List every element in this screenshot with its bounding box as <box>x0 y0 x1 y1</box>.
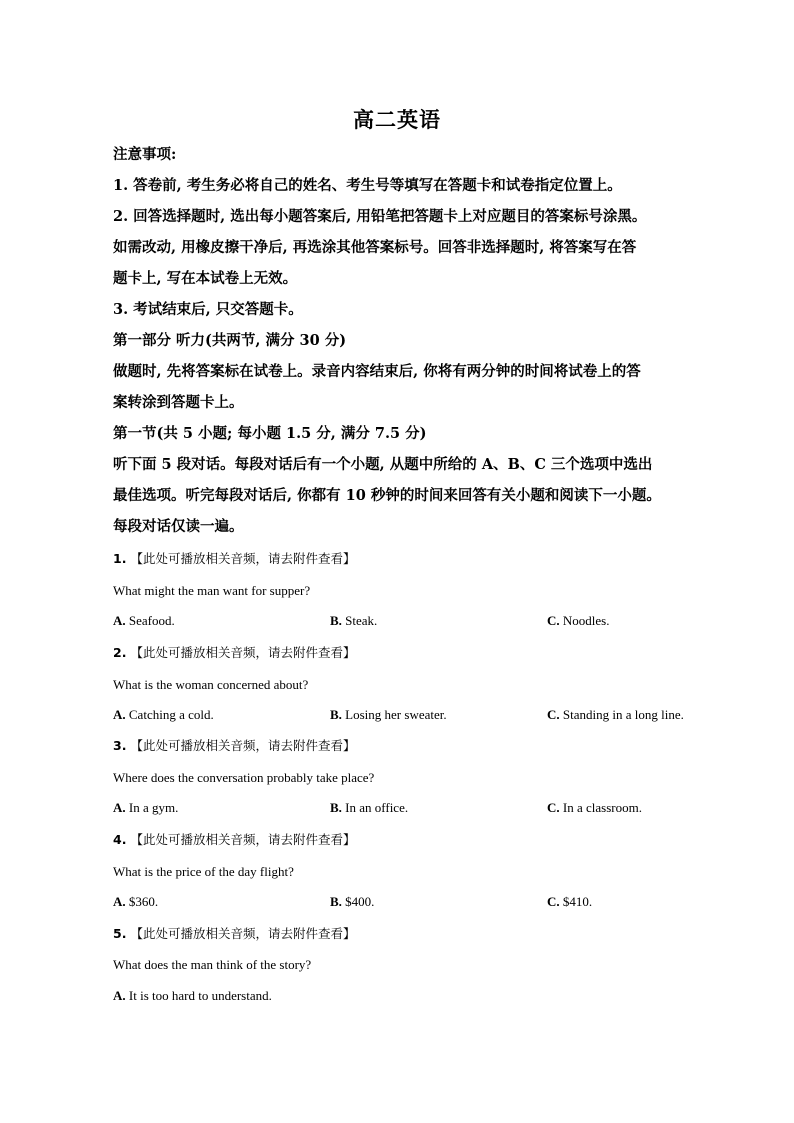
question-number: 4. <box>113 832 127 847</box>
option-letter: C. <box>547 894 560 909</box>
question-number: 1. <box>113 551 127 566</box>
option-text: Losing her sweater. <box>345 707 447 722</box>
part1-instruction-1: 做题时, 先将答案标在试卷上。录音内容结束后, 你将有两分钟的时间将试卷上的答 <box>113 363 641 380</box>
question-3-option-b <box>330 800 408 816</box>
option-text: Seafood. <box>128 613 175 628</box>
notice-line-2: 2. 回答选择题时, 选出每小题答案后, 用铅笔把答题卡上对应题目的答案标号涂黑。 <box>113 208 647 225</box>
question-3-option-c <box>547 800 642 816</box>
question-1-option-b <box>330 613 377 629</box>
option-text: $400. <box>345 894 375 909</box>
option-text: Standing in a long line. <box>562 707 684 722</box>
notice-line-5: 3. 考试结束后, 只交答题卡。 <box>113 301 303 318</box>
notice-line-4: 题卡上, 写在本试卷上无效。 <box>113 270 298 287</box>
question-4-option-a <box>113 894 158 910</box>
question-3-option-a <box>113 800 178 816</box>
question-3-text: Where does the conversation probably take place? <box>113 770 375 785</box>
audio-note[interactable]: 【此处可播放相关音频，请去附件查看】 <box>130 645 356 660</box>
option-text: Noodles. <box>562 613 610 628</box>
notice-line-1: 1. 答卷前, 考生务必将自己的姓名、考生号等填写在答题卡和试卷指定位置上。 <box>113 177 622 194</box>
section1-instruction-3: 每段对话仅读一遍。 <box>113 518 244 535</box>
question-4-option-c <box>547 894 592 910</box>
option-letter: B. <box>330 894 342 909</box>
question-number: 5. <box>113 926 127 941</box>
question-4-option-b <box>330 894 374 910</box>
option-letter: C. <box>547 707 560 722</box>
section1-instruction-2: 最佳选项。听完每段对话后, 你都有 10 秒钟的时间来回答有关小题和阅读下一小题。 <box>113 487 661 504</box>
option-letter: A. <box>113 894 126 909</box>
option-text: In a classroom. <box>562 800 642 815</box>
audio-note[interactable]: 【此处可播放相关音频，请去附件查看】 <box>130 832 356 847</box>
option-letter: A. <box>113 988 126 1003</box>
option-letter: C. <box>547 800 560 815</box>
page-title: 高二英语 <box>353 107 441 132</box>
option-text: In an office. <box>345 800 409 815</box>
notice-heading: 注意事项: <box>113 146 177 163</box>
option-text: Catching a cold. <box>128 707 214 722</box>
question-1-option-a <box>113 613 175 629</box>
question-2-option-c <box>547 707 684 723</box>
question-1-option-c <box>547 613 609 629</box>
audio-note[interactable]: 【此处可播放相关音频，请去附件查看】 <box>130 738 356 753</box>
option-letter: B. <box>330 800 342 815</box>
question-5-text: What does the man think of the story? <box>113 957 312 972</box>
question-1-text: What might the man want for supper? <box>113 583 311 598</box>
question-number: 2. <box>113 645 127 660</box>
section1-heading: 第一节(共 5 小题; 每小题 1.5 分, 满分 7.5 分) <box>113 425 427 442</box>
audio-note[interactable]: 【此处可播放相关音频，请去附件查看】 <box>130 551 356 566</box>
option-letter: A. <box>113 800 126 815</box>
option-letter: B. <box>330 613 342 628</box>
question-3-header <box>113 738 355 754</box>
question-4-text: What is the price of the day flight? <box>113 864 294 879</box>
question-5-header <box>113 926 355 942</box>
part1-heading: 第一部分 听力(共两节, 满分 30 分) <box>113 332 347 349</box>
question-2-text: What is the woman concerned about? <box>113 677 309 692</box>
option-text: $410. <box>562 894 593 909</box>
option-letter: A. <box>113 707 126 722</box>
question-2-header <box>113 645 355 661</box>
option-letter: C. <box>547 613 560 628</box>
audio-note[interactable]: 【此处可播放相关音频，请去附件查看】 <box>130 926 356 941</box>
option-text: In a gym. <box>128 800 179 815</box>
option-text: $360. <box>128 894 159 909</box>
question-2-option-b <box>330 707 447 723</box>
question-4-header <box>113 832 355 848</box>
part1-instruction-2: 案转涂到答题卡上。 <box>113 394 244 411</box>
notice-line-3: 如需改动, 用橡皮擦干净后, 再选涂其他答案标号。回答非选择题时, 将答案写在答 <box>113 239 637 256</box>
question-5-option-a <box>113 988 272 1004</box>
section1-instruction-1: 听下面 5 段对话。每段对话后有一个小题, 从题中所给的 A、B、C 三个选项中选出 <box>113 456 653 473</box>
option-text: It is too hard to understand. <box>128 988 272 1003</box>
question-2-option-a <box>113 707 214 723</box>
question-1-header <box>113 551 355 567</box>
option-letter: B. <box>330 707 342 722</box>
option-text: Steak. <box>345 613 378 628</box>
option-letter: A. <box>113 613 126 628</box>
question-number: 3. <box>113 738 127 753</box>
